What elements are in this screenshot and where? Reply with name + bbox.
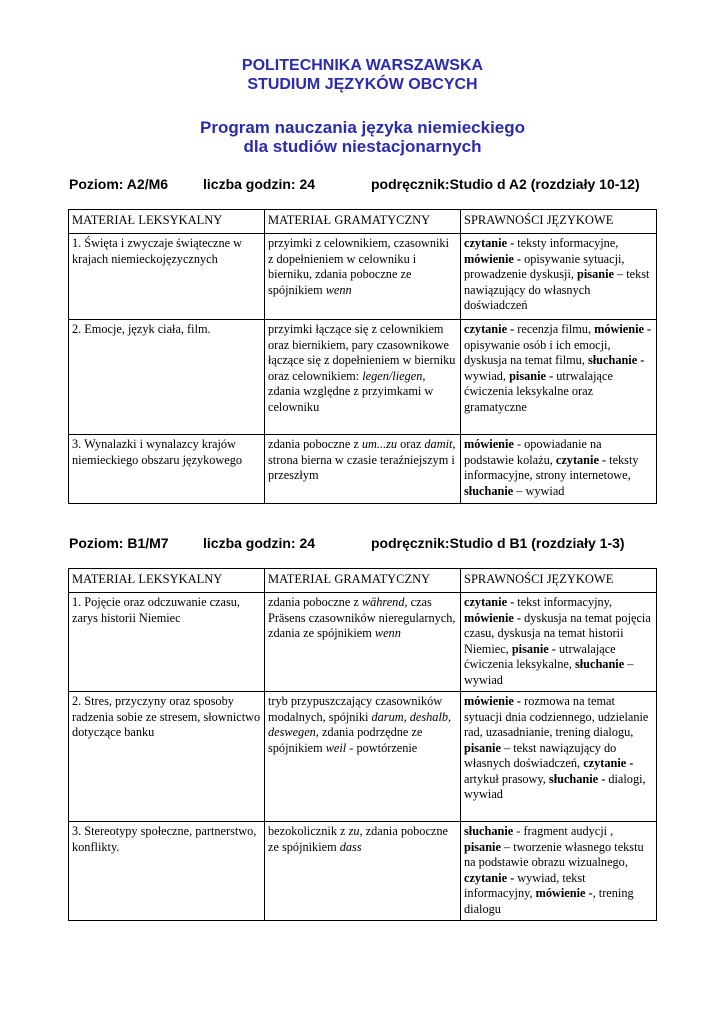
skill-keyword: czytanie - — [555, 452, 607, 467]
cell-text: , czas Präsens czasowników nieregularnych, zdania ze spójnikiem — [268, 595, 456, 640]
skill-keyword: pisanie - — [511, 641, 556, 656]
grammar-cell — [265, 692, 461, 822]
cell-text: powtórzenie — [353, 740, 418, 755]
cell-text: tryb przypuszczający czasowników modalnych, spójniki — [268, 694, 443, 724]
german-term: wenn — [325, 282, 352, 297]
cell-text: opisywanie sytuacji, prowadzenie dyskusji, — [464, 251, 625, 281]
department-name: STUDIUM JĘZYKÓW OBCYCH — [247, 76, 478, 93]
cell-text: 1. Pojęcie oraz odczuwanie czasu, zarys historii Niemiec — [72, 595, 240, 625]
skills-cell — [461, 593, 657, 692]
cell-text: utrwalające ćwiczenia leksykalne oraz gramatyczne — [464, 368, 613, 414]
table-row — [69, 234, 657, 320]
skill-keyword: czytanie - — [464, 236, 515, 250]
table-row — [69, 435, 657, 504]
level-label: Poziom: B1/M7 — [69, 535, 169, 551]
lexical-cell — [69, 822, 265, 921]
skills-cell — [461, 320, 657, 435]
institution-heading — [0, 56, 725, 94]
lexical-cell — [69, 593, 265, 692]
cell-text: – tekst nawiązujący do własnych doświadczeń, — [464, 740, 617, 770]
table-row — [69, 593, 657, 692]
university-name: POLITECHNIKA WARSZAWSKA — [241, 57, 484, 74]
column-header-grammar: MATERIAŁ GRAMATYCZNY — [265, 569, 461, 593]
skill-keyword: słuchanie - — [548, 771, 606, 786]
cell-text: rozmowa na temat sytuacji dnia codziennego, udzielanie rad, uzasadnianie, trening dialogu, — [464, 694, 649, 739]
skill-keyword: mówienie - — [464, 610, 522, 625]
textbook-label: podręcznik:Studio d A2 (rozdziały 10-12) — [371, 176, 640, 192]
skill-keyword: czytanie - — [583, 756, 634, 770]
skill-keyword: pisanie — [577, 267, 614, 281]
cell-text: recenzja filmu, — [514, 322, 595, 336]
german-term: darum, deshalb, deswegen, — [268, 709, 452, 739]
skill-keyword: słuchanie — [574, 657, 625, 671]
lexical-cell — [69, 435, 265, 504]
cell-text: zdania poboczne z — [268, 595, 362, 609]
skill-keyword: słuchanie — [464, 824, 514, 838]
skill-keyword: mówienie - — [464, 251, 522, 266]
cell-text: dyskusja na temat pojęcia czasu, dyskusja na temat historii Niemiec, — [464, 610, 651, 656]
cell-text: - opowiadanie na podstawie kolażu, — [464, 437, 602, 467]
skill-keyword: czytanie - — [464, 595, 515, 609]
german-term: wenn — [374, 626, 401, 640]
grammar-cell — [265, 822, 461, 921]
skill-keyword: mówienie - — [535, 886, 593, 900]
table-header-row — [69, 210, 657, 234]
cell-text: , strona bierna w czasie teraźniejszym i przeszłym — [268, 437, 456, 482]
skill-keyword: mówienie - — [464, 694, 522, 708]
cell-text: utrwalające ćwiczenia leksykalne, — [464, 641, 616, 671]
table-row — [69, 692, 657, 822]
german-term: weil - — [325, 740, 354, 755]
cell-text: zdania poboczne z — [268, 437, 362, 451]
cell-text: zdania podrzędne ze spójnikiem — [268, 725, 423, 755]
lexical-cell — [69, 234, 265, 320]
column-header-lexical: MATERIAŁ LEKSYKALNY — [69, 210, 265, 234]
curriculum-table-a2 — [68, 209, 657, 504]
cell-text: bezokolicznik z — [268, 824, 349, 838]
skill-keyword: mówienie — [464, 437, 514, 451]
table-header-row — [69, 569, 657, 593]
skill-keyword: słuchanie — [464, 483, 514, 498]
cell-text: oraz — [397, 437, 425, 451]
program-heading — [0, 118, 725, 156]
cell-text: 1. Święta i zwyczaje świąteczne w krajach niemieckojęzycznych — [72, 236, 243, 266]
curriculum-table-b1 — [68, 568, 657, 921]
cell-text: , trening dialogu — [464, 886, 634, 916]
german-term: um...zu — [361, 437, 398, 451]
german-term: legen/liegen, — [362, 368, 426, 383]
skill-keyword: mówienie - — [594, 322, 652, 336]
section-meta-b1 — [69, 535, 669, 555]
cell-text: teksty informacyjne, — [514, 236, 619, 250]
cell-text: – tekst nawiązujący do własnych doświadczeń — [464, 267, 650, 312]
skill-keyword: słuchanie - — [587, 353, 645, 367]
cell-text: - fragment audycji , — [513, 824, 614, 838]
cell-text: tekst informacyjny, — [514, 595, 613, 609]
cell-text: zdania poboczne ze spójnikiem — [268, 824, 448, 854]
cell-text: – tworzenie własnego tekstu na podstawie obrazu wizualnego, — [464, 839, 644, 869]
program-title-line1: Program nauczania języka niemieckiego — [199, 118, 526, 137]
cell-text: opisywanie osób i ich emocji, dyskusja na temat filmu, — [464, 337, 611, 367]
cell-text: zdania względne z przyimkami w celowniku — [268, 384, 434, 414]
table-row — [69, 320, 657, 435]
skill-keyword: pisanie — [464, 839, 501, 854]
table-row — [69, 822, 657, 921]
cell-text: teksty informacyjne, strony internetowe, — [464, 452, 639, 482]
column-header-skills: SPRAWNOŚCI JĘZYKOWE — [461, 569, 657, 593]
skill-keyword: czytanie - — [464, 870, 515, 885]
lexical-cell — [69, 320, 265, 435]
cell-text: przyimki z celownikiem, czasowniki z dopełnieniem w celowniku i bierniku, zdania poboczne ze spójnikiem — [268, 236, 449, 297]
grammar-cell — [265, 435, 461, 504]
german-term: zu, — [348, 824, 363, 838]
cell-text: dialogi, wywiad — [464, 771, 646, 801]
german-term: während — [361, 595, 405, 609]
skill-keyword: pisanie - — [509, 368, 554, 383]
cell-text: 2. Emocje, język ciała, film. — [72, 322, 211, 336]
column-header-grammar: MATERIAŁ GRAMATYCZNY — [265, 210, 461, 234]
german-term: damit — [424, 437, 453, 451]
skills-cell — [461, 822, 657, 921]
textbook-label: podręcznik:Studio d B1 (rozdziały 1-3) — [371, 535, 625, 551]
hours-label: liczba godzin: 24 — [203, 176, 316, 192]
program-title-line2: dla studiów niestacjonarnych — [243, 137, 482, 156]
german-term: dass — [339, 839, 362, 854]
skills-cell — [461, 692, 657, 822]
skill-keyword: czytanie - — [464, 322, 515, 336]
column-header-lexical: MATERIAŁ LEKSYKALNY — [69, 569, 265, 593]
hours-label: liczba godzin: 24 — [203, 535, 316, 551]
skill-keyword: pisanie — [464, 740, 501, 755]
skills-cell — [461, 234, 657, 320]
cell-text: przyimki łączące się z celownikiem oraz biernikiem, pary czasownikowe łączące się z dopełnieniem w bierniku oraz celownikiem: — [268, 322, 456, 383]
grammar-cell — [265, 320, 461, 435]
grammar-cell — [265, 234, 461, 320]
column-header-skills: SPRAWNOŚCI JĘZYKOWE — [461, 210, 657, 234]
cell-text: 3. Stereotypy społeczne, partnerstwo, konflikty. — [72, 824, 257, 854]
section-meta-a2 — [69, 176, 669, 196]
cell-text: artykuł prasowy, — [464, 771, 549, 786]
cell-text: 2. Stres, przyczyny oraz sposoby radzenia sobie ze stresem, słownictwo dotyczące banku — [72, 694, 261, 739]
cell-text: wywiad, — [464, 368, 510, 383]
cell-text: – wywiad — [464, 657, 634, 687]
cell-text: 3. Wynalazki i wynalazcy krajów niemieckiego obszaru językowego — [72, 437, 243, 467]
skills-cell — [461, 435, 657, 504]
level-label: Poziom: A2/M6 — [69, 176, 169, 192]
cell-text: – wywiad — [513, 483, 565, 498]
grammar-cell — [265, 593, 461, 692]
cell-text: wywiad, tekst informacyjny, — [464, 870, 586, 900]
lexical-cell — [69, 692, 265, 822]
